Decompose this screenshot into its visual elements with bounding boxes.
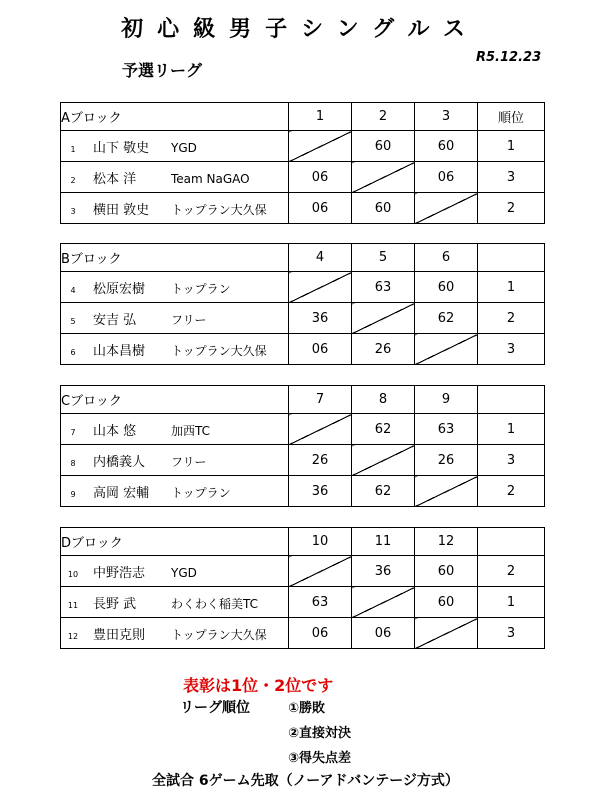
player-cell — [61, 131, 289, 162]
rule-item-3: ③得失点差 — [288, 751, 352, 766]
player-club: わくわく稲美TC — [171, 596, 259, 611]
rank-cell: 3 — [478, 445, 545, 476]
player-cell — [61, 334, 289, 365]
table-row — [61, 445, 545, 476]
player-name: 豊田克則 — [93, 627, 146, 643]
player-cell — [61, 618, 289, 649]
column-header-5: 5 — [352, 244, 415, 272]
player-club: トップラン大久保 — [171, 343, 267, 358]
score-cell: 26 — [415, 445, 478, 476]
rank-cell: 2 — [478, 556, 545, 587]
player-cell — [61, 476, 289, 507]
player-number: 8 — [70, 458, 76, 468]
player-club: YGD — [171, 565, 197, 580]
player-name: 中野浩志 — [93, 565, 146, 581]
table-header-row — [61, 386, 545, 414]
player-name: 山本昌樹 — [93, 343, 146, 359]
rank-cell: 2 — [478, 476, 545, 507]
self-match-cell — [415, 193, 478, 224]
player-name: 横田 敦史 — [93, 202, 150, 218]
table-row — [61, 476, 545, 507]
score-cell: 60 — [352, 131, 415, 162]
player-number: 4 — [70, 285, 76, 295]
player-number: 12 — [67, 631, 79, 641]
column-header-4: 4 — [289, 244, 352, 272]
score-cell: 36 — [289, 476, 352, 507]
column-header-7: 7 — [289, 386, 352, 414]
self-match-cell — [415, 618, 478, 649]
table-header-row — [61, 528, 545, 556]
self-match-cell — [352, 162, 415, 193]
table-row — [61, 193, 545, 224]
score-cell: 60 — [415, 131, 478, 162]
table-header-row — [61, 244, 545, 272]
player-club: トップラン大久保 — [171, 627, 267, 642]
table-row — [61, 618, 545, 649]
score-cell: 26 — [289, 445, 352, 476]
player-cell — [61, 193, 289, 224]
rules-label: リーグ順位 — [180, 700, 250, 716]
column-header-8: 8 — [352, 386, 415, 414]
column-header-6: 6 — [415, 244, 478, 272]
player-name: 安吉 弘 — [93, 312, 137, 328]
match-format-note: 全試合 6ゲーム先取（ノーアドバンテージ方式） — [152, 773, 459, 789]
award-note: 表彰は1位・2位です — [183, 676, 334, 695]
player-name: 高岡 宏輔 — [93, 485, 150, 501]
score-cell: 06 — [289, 618, 352, 649]
table-row — [61, 272, 545, 303]
self-match-cell — [352, 445, 415, 476]
self-match-cell — [289, 272, 352, 303]
player-club: トップラン — [171, 485, 231, 500]
table-row — [61, 131, 545, 162]
column-header-9: 9 — [415, 386, 478, 414]
player-club: トップラン — [171, 281, 231, 296]
player-name: 松本 洋 — [93, 171, 137, 187]
rank-header — [478, 386, 545, 414]
rank-header — [478, 528, 545, 556]
player-cell — [61, 414, 289, 445]
column-header-3: 3 — [415, 103, 478, 131]
block-name: Cブロック — [61, 386, 289, 414]
rank-cell: 2 — [478, 303, 545, 334]
self-match-cell — [352, 303, 415, 334]
self-match-cell — [415, 476, 478, 507]
score-cell: 60 — [415, 587, 478, 618]
rank-cell: 1 — [478, 587, 545, 618]
column-header-1: 1 — [289, 103, 352, 131]
league-subtitle: 予選リーグ — [122, 61, 203, 80]
rank-header — [478, 244, 545, 272]
league-table-2 — [60, 243, 545, 365]
player-cell — [61, 587, 289, 618]
score-cell: 63 — [289, 587, 352, 618]
table-row — [61, 414, 545, 445]
rank-cell: 1 — [478, 414, 545, 445]
score-cell: 26 — [352, 334, 415, 365]
table-row — [61, 587, 545, 618]
player-number: 1 — [70, 144, 76, 154]
rank-cell: 2 — [478, 193, 545, 224]
rank-cell: 1 — [478, 131, 545, 162]
player-number: 5 — [70, 316, 76, 326]
score-cell: 06 — [352, 618, 415, 649]
table-row — [61, 556, 545, 587]
score-cell: 63 — [352, 272, 415, 303]
player-club: Team NaGAO — [171, 171, 250, 186]
column-header-12: 12 — [415, 528, 478, 556]
score-cell: 60 — [415, 556, 478, 587]
score-cell: 60 — [415, 272, 478, 303]
score-cell: 06 — [289, 193, 352, 224]
player-number: 9 — [70, 489, 76, 499]
player-club: トップラン大久保 — [171, 202, 267, 217]
player-cell — [61, 162, 289, 193]
score-cell: 62 — [352, 476, 415, 507]
rank-cell: 3 — [478, 618, 545, 649]
player-number: 11 — [67, 600, 79, 610]
player-cell — [61, 303, 289, 334]
block-name: Dブロック — [61, 528, 289, 556]
player-number: 7 — [70, 427, 76, 437]
rank-cell: 1 — [478, 272, 545, 303]
rank-cell: 3 — [478, 334, 545, 365]
score-cell: 60 — [352, 193, 415, 224]
player-name: 山下 敬史 — [93, 140, 150, 156]
self-match-cell — [289, 131, 352, 162]
score-cell: 06 — [415, 162, 478, 193]
block-name: Bブロック — [61, 244, 289, 272]
league-table-3 — [60, 385, 545, 507]
rank-cell: 3 — [478, 162, 545, 193]
player-name: 内橋義人 — [93, 454, 146, 470]
column-header-11: 11 — [352, 528, 415, 556]
rule-item-1: ①勝敗 — [288, 701, 326, 716]
self-match-cell — [415, 334, 478, 365]
league-table-1 — [60, 102, 545, 224]
league-table-4 — [60, 527, 545, 649]
player-number: 2 — [70, 175, 76, 185]
player-name: 山本 悠 — [93, 423, 137, 439]
score-cell: 62 — [415, 303, 478, 334]
self-match-cell — [352, 587, 415, 618]
rule-item-2: ②直接対決 — [288, 726, 352, 741]
score-cell: 06 — [289, 334, 352, 365]
event-date: R5.12.23 — [476, 50, 542, 65]
rank-header: 順位 — [478, 103, 545, 131]
player-club: フリー — [171, 312, 207, 327]
page-title: 初心級男子シングルス — [121, 17, 479, 42]
table-row — [61, 162, 545, 193]
table-row — [61, 303, 545, 334]
score-cell: 62 — [352, 414, 415, 445]
player-cell — [61, 272, 289, 303]
table-header-row — [61, 103, 545, 131]
score-cell: 06 — [289, 162, 352, 193]
self-match-cell — [289, 556, 352, 587]
player-club: 加西TC — [171, 423, 211, 438]
player-name: 長野 武 — [93, 596, 137, 612]
column-header-2: 2 — [352, 103, 415, 131]
score-cell: 63 — [415, 414, 478, 445]
block-name: Aブロック — [61, 103, 289, 131]
self-match-cell — [289, 414, 352, 445]
player-cell — [61, 445, 289, 476]
table-row — [61, 334, 545, 365]
column-header-10: 10 — [289, 528, 352, 556]
player-club: フリー — [171, 454, 207, 469]
player-number: 6 — [70, 347, 76, 357]
score-cell: 36 — [289, 303, 352, 334]
player-cell — [61, 556, 289, 587]
player-club: YGD — [171, 140, 197, 155]
score-cell: 36 — [352, 556, 415, 587]
player-name: 松原宏樹 — [93, 281, 146, 297]
player-number: 3 — [70, 206, 76, 216]
player-number: 10 — [67, 569, 79, 579]
